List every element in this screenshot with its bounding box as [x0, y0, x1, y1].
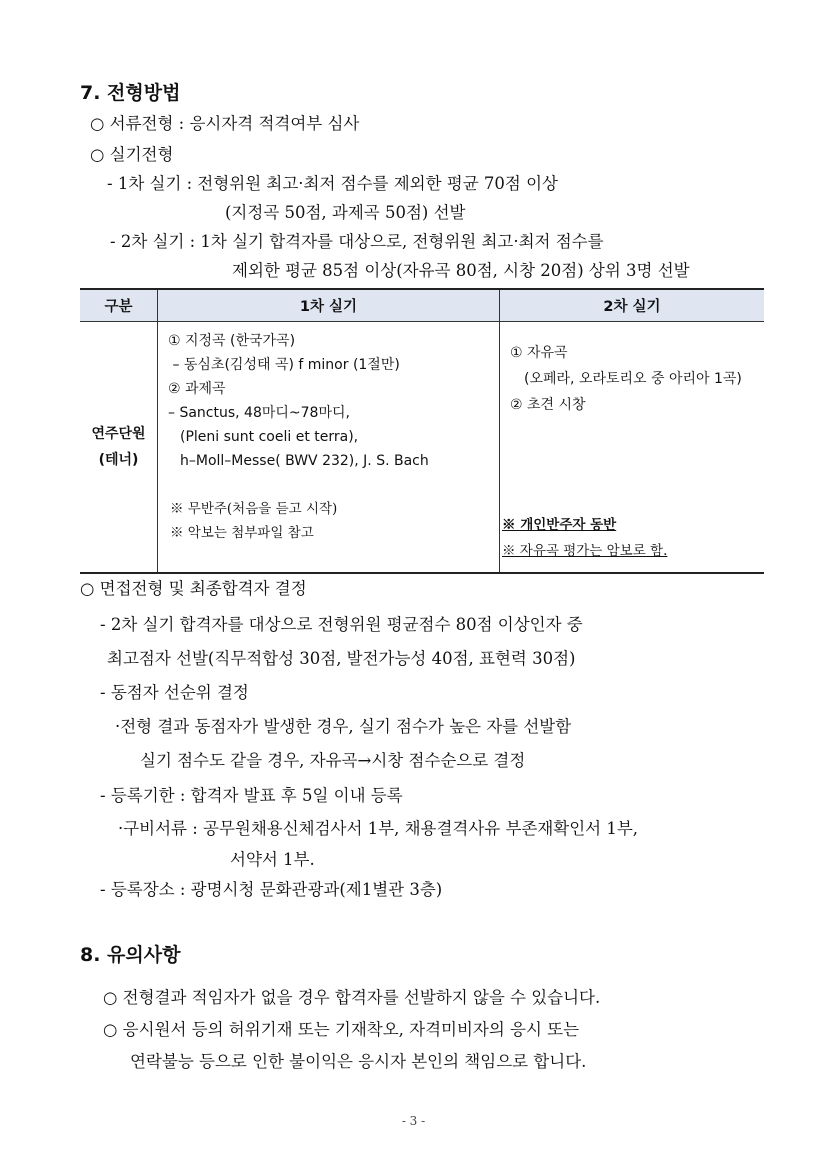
tiebreak-heading: - 동점자 선순위 결정	[100, 683, 249, 702]
notice-line-3: 연락불능 등으로 인한 불이익은 응시자 본인의 책임으로 합니다.	[130, 1052, 587, 1071]
registration-deadline: - 등록기한 : 합격자 발표 후 5일 이내 등록	[100, 786, 403, 805]
round2-item-sightsinging: ② 초견 시창	[510, 397, 586, 413]
header-category: 구분	[80, 289, 158, 322]
round1-item-assigned: ② 과제곡	[168, 381, 226, 397]
round2-line: - 2차 실기 : 1차 실기 합격자를 대상으로, 전형위원 최고·최저 점수를	[110, 232, 604, 251]
row-label-position: 연주단원	[91, 426, 146, 442]
header-round2: 2차 실기	[500, 289, 765, 322]
round1-line-cont: (지정곡 50점, 과제곡 50점) 선발	[225, 203, 466, 222]
required-documents: ·구비서류 : 공무원채용신체검사서 1부, 채용결격사유 부존재확인서 1부,	[118, 819, 639, 838]
section-8-title: 8. 유의사항	[80, 944, 181, 966]
round2-note-accompanist: ※ 개인반주자 동반	[502, 517, 617, 533]
header-round1: 1차 실기	[158, 289, 500, 322]
document-screening-line: ○ 서류전형 : 응시자격 적격여부 심사	[90, 114, 360, 133]
interview-heading: ○ 면접전형 및 최종합격자 결정	[80, 579, 307, 598]
row-label-cell	[80, 322, 158, 574]
required-documents-cont: 서약서 1부.	[230, 850, 315, 869]
section-7-title: 7. 전형방법	[80, 82, 181, 104]
tiebreak-line-1: ·전형 결과 동점자가 발생한 경우, 실기 점수가 높은 자를 선발함	[115, 717, 572, 736]
row-label-part: (테너)	[98, 452, 139, 468]
practical-screening-line: ○ 실기전형	[90, 145, 174, 164]
interview-line-2: 최고점자 선발(직무적합성 30점, 발전가능성 40점, 표현력 30점)	[107, 649, 576, 668]
round2-free-desc: (오페라, 오라토리오 중 아리아 1곡)	[524, 371, 742, 387]
round1-assigned-song: – Sanctus, 48마디~78마디,	[168, 405, 350, 421]
round2-cell	[500, 322, 765, 574]
round1-item-designated: ① 지정곡 (한국가곡)	[168, 333, 296, 349]
round2-note-memorized: ※ 자유곡 평가는 암보로 함.	[502, 543, 668, 559]
round1-note-score: ※ 악보는 첨부파일 참고	[170, 525, 314, 541]
page-number: - 3 -	[401, 1114, 426, 1128]
table-header-row	[80, 289, 764, 322]
round1-cell	[158, 322, 500, 574]
round1-designated-song: – 동심초(김성태 곡) f minor (1절만)	[168, 357, 400, 373]
round2-line-cont: 제외한 평균 85점 이상(자유곡 80점, 시창 20점) 상위 3명 선발	[232, 261, 690, 280]
notice-line-1: ○ 전형결과 적임자가 없을 경우 합격자를 선발하지 않을 수 있습니다.	[103, 988, 601, 1007]
round1-assigned-work: h–Moll–Messe( BWV 232), J. S. Bach	[180, 453, 429, 469]
table-row	[80, 322, 764, 574]
interview-line-1: - 2차 실기 합격자를 대상으로 전형위원 평균점수 80점 이상인자 중	[100, 615, 583, 634]
registration-place: - 등록장소 : 광명시청 문화관광과(제1별관 3층)	[100, 880, 443, 899]
round2-item-free: ① 자유곡	[510, 345, 568, 361]
tiebreak-line-2: 실기 점수도 같을 경우, 자유곡→시창 점수순으로 결정	[140, 751, 526, 770]
audition-table	[80, 288, 764, 574]
notice-line-2: ○ 응시원서 등의 허위기재 또는 기재착오, 자격미비자의 응시 또는	[103, 1020, 580, 1039]
round1-note-unaccompanied: ※ 무반주(처음을 듣고 시작)	[170, 501, 338, 517]
round1-line: - 1차 실기 : 전형위원 최고·최저 점수를 제외한 평균 70점 이상	[107, 174, 558, 193]
round1-assigned-text: (Pleni sunt coeli et terra),	[180, 429, 359, 445]
